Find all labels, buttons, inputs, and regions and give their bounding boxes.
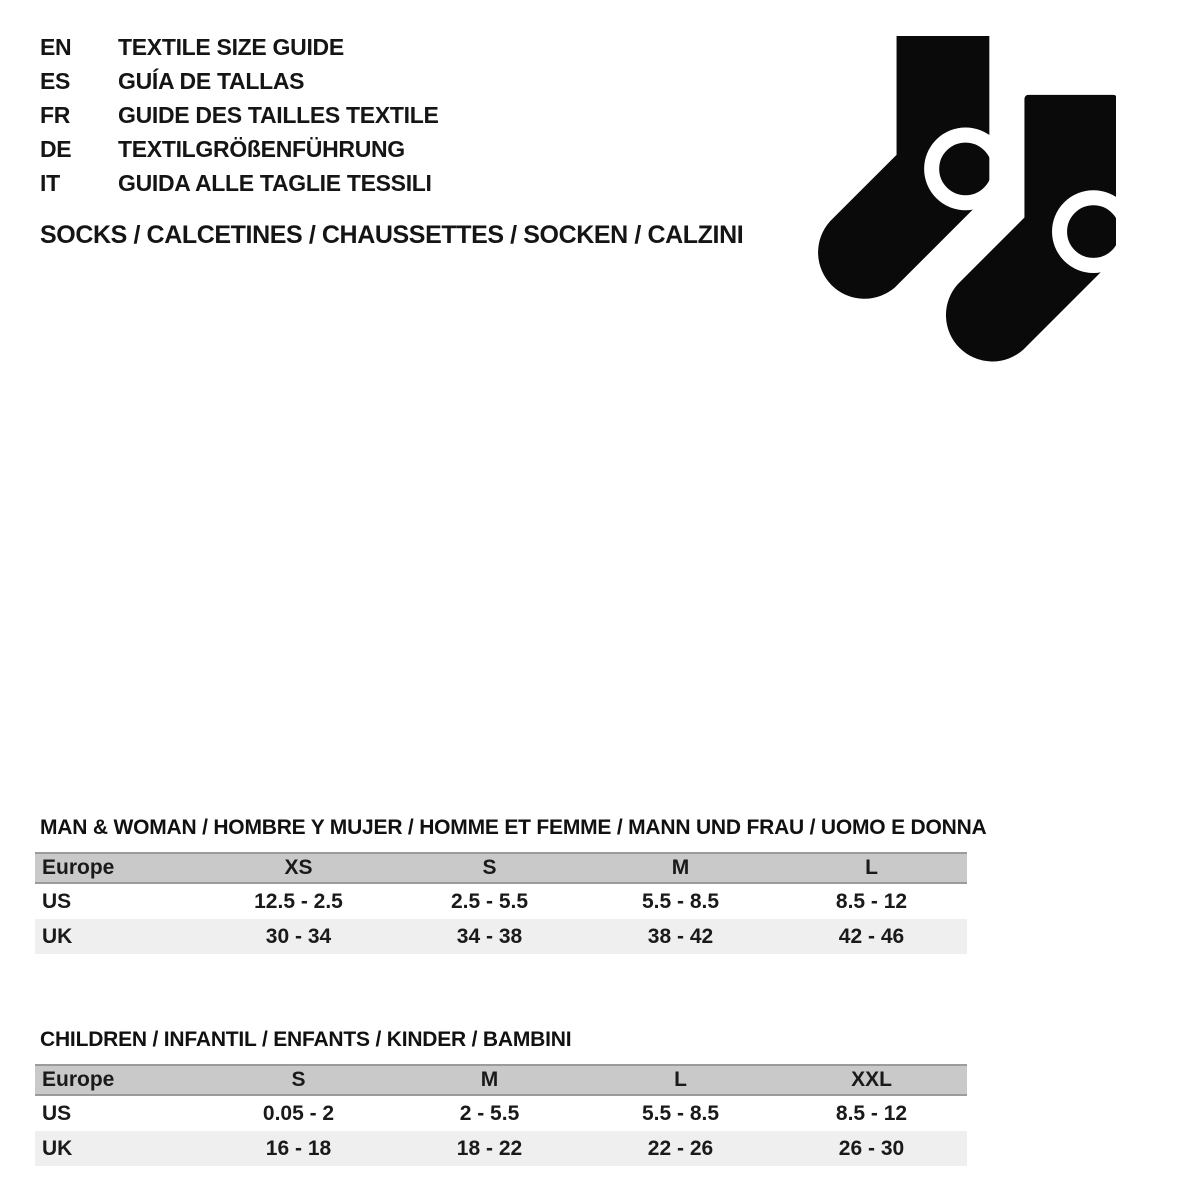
sock-left — [822, 36, 1000, 295]
size-cell: 34 - 38 — [394, 919, 585, 954]
column-header-xxl: XXL — [776, 1065, 967, 1095]
size-cell: 5.5 - 8.5 — [641, 889, 720, 913]
guide-title-de: TEXTILGRÖßENFÜHRUNG — [118, 136, 405, 162]
guide-title-es: GUÍA DE TALLAS — [118, 68, 305, 94]
language-row-it — [40, 170, 439, 204]
size-cell: 38 - 42 — [585, 919, 776, 954]
row-label: US — [42, 889, 72, 913]
size-cell: 42 - 46 — [776, 919, 967, 954]
column-header-xs: XS — [203, 853, 394, 883]
column-header-region: Europe — [35, 1065, 203, 1095]
size-cell: 12.5 - 2.5 — [254, 889, 343, 913]
language-code: ES — [40, 68, 71, 94]
table-row-us — [35, 883, 967, 919]
row-label: US — [42, 1101, 72, 1125]
size-cell: 5.5 - 8.5 — [641, 1101, 720, 1125]
language-code: DE — [40, 136, 72, 162]
guide-title-it: GUIDA ALLE TAGLIE TESSILI — [118, 170, 432, 196]
table-header-row — [35, 1065, 967, 1095]
size-cell: 0.05 - 2 — [262, 1101, 335, 1125]
size-cell: 8.5 - 12 — [835, 1101, 908, 1125]
size-cell: 26 - 30 — [776, 1131, 967, 1166]
product-category-line: SOCKS / CALCETINES / CHAUSSETTES / SOCKEN / CALZINI — [40, 221, 744, 249]
size-cell: 16 - 18 — [203, 1131, 394, 1166]
socks-icon — [810, 36, 1116, 362]
row-label: UK — [35, 919, 203, 954]
table-row-uk — [35, 1131, 967, 1166]
socks-icon-svg — [810, 36, 1116, 362]
row-label: UK — [35, 1131, 203, 1166]
table-row-uk — [35, 919, 967, 954]
language-row-fr — [40, 102, 439, 136]
size-cell: 2 - 5.5 — [459, 1101, 520, 1125]
column-header-l: L — [776, 853, 967, 883]
children-table-title: CHILDREN / INFANTIL / ENFANTS / KINDER / BAMBINI — [40, 1028, 572, 1051]
language-code: EN — [40, 34, 72, 60]
size-cell: 8.5 - 12 — [835, 889, 908, 913]
size-cell: 2.5 - 5.5 — [450, 889, 529, 913]
column-header-region: Europe — [35, 853, 203, 883]
size-cell: 22 - 26 — [585, 1131, 776, 1166]
size-cell: 18 - 22 — [394, 1131, 585, 1166]
children-size-table — [35, 1064, 967, 1166]
man-woman-table-title: MAN & WOMAN / HOMBRE Y MUJER / HOMME ET FEMME / MANN UND FRAU / UOMO E DONNA — [40, 816, 987, 839]
column-header-m: M — [585, 853, 776, 883]
table-row-us — [35, 1095, 967, 1131]
language-title-list — [40, 34, 439, 204]
column-header-s: S — [203, 1065, 394, 1095]
guide-title-en: TEXTILE SIZE GUIDE — [118, 34, 344, 60]
column-header-s: S — [394, 853, 585, 883]
language-row-de — [40, 136, 439, 170]
column-header-m: M — [394, 1065, 585, 1095]
language-row-en — [40, 34, 439, 68]
column-header-l: L — [585, 1065, 776, 1095]
table-header-row — [35, 853, 967, 883]
language-code: IT — [40, 170, 60, 196]
language-code: FR — [40, 102, 71, 128]
size-cell: 30 - 34 — [203, 919, 394, 954]
man-woman-size-table — [35, 852, 967, 954]
guide-title-fr: GUIDE DES TAILLES TEXTILE — [118, 102, 439, 128]
language-row-es — [40, 68, 439, 102]
children-section — [35, 1028, 967, 1166]
man-woman-section — [35, 816, 987, 954]
